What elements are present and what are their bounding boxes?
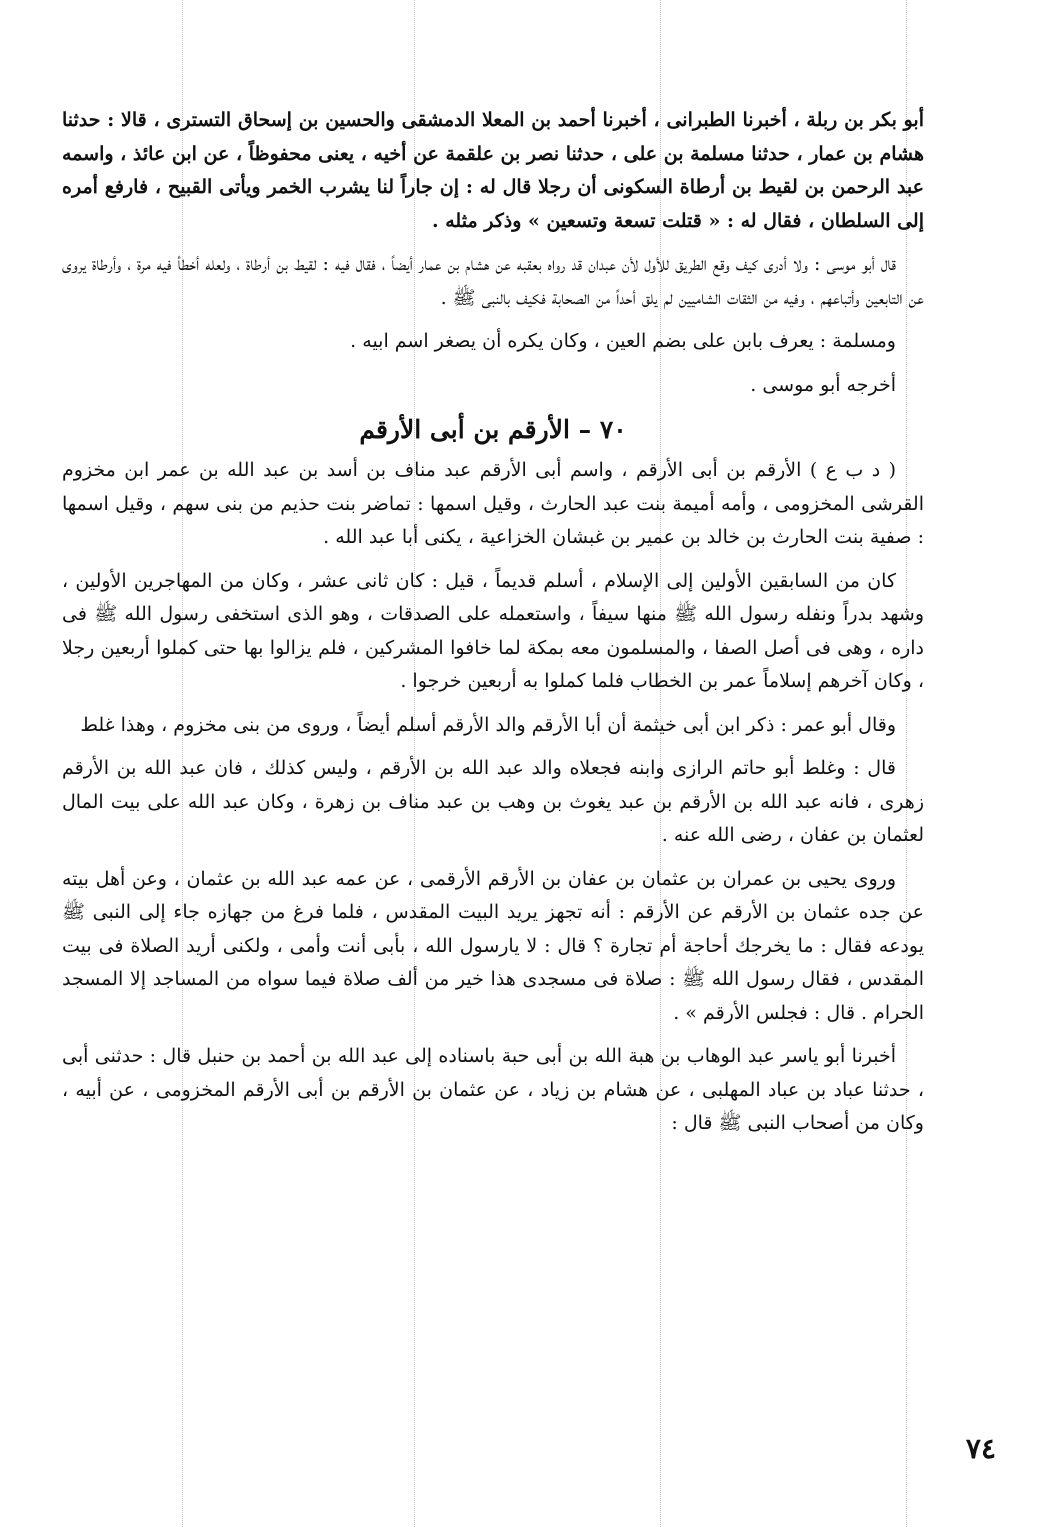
- paragraph-isnad-ahmad: أخبرنا أبو ياسر عبد الوهاب بن هبة الله بن أبى حبة باسناده إلى عبد الله بن أحمد بن حنبل قال : حدثنى أبى ، حدثنا عباد بن عباد المهلبى ، عن هشام بن زياد ، عن عثمان بن الأرقم بن أبى الأرقم المخزومى ، عن أبيه ، وكان من أصحاب النبى ﷺ قال :: [62, 1045, 924, 1134]
- entry-heading: ٧٠ – الأرقم بن أبى الأرقم: [359, 415, 627, 444]
- page-number: ٧٤: [965, 1432, 996, 1465]
- paragraph-maslama-note: ومسلمة : يعرف بابن على بضم العين ، وكان يكره أن يصغر اسم ابيه .: [350, 330, 896, 352]
- book-page: [62, 104, 924, 1504]
- paragraph-abu-umar: وقال أبو عمر : ذكر ابن أبى خيثمة أن أبا الأرقم والد الأرقم أسلم أيضاً ، وروى من بنى مخزوم ، وهذا غلط: [80, 713, 896, 736]
- paragraph-takhrij: أخرجه أبو موسى .: [750, 373, 896, 396]
- paragraph-lineage: ( د ب ع ) الأرقم بن أبى الأرقم ، واسم أبى الأرقم عبد مناف بن أسد بن عبد الله بن عمر ابن مخزوم القرشى المخزومى ، وأمه أميمة بنت عبد الحارث ، وقيل اسمها : تماضر بنت حذيم من بنى سهم ، وقيل اسمها : صفية بنت الحارث بن خالد بن عمير بن غبشان الخزاعية ، يكنى أبا عبد الله .: [62, 459, 924, 548]
- paragraph-abu-musa-comment: قال أبو موسى : ولا أدرى كيف وقع الطريق للأول لأن عبدان قد رواه بعقبه عن هشام بن عمار أيضاً ، فقال فيه : لقيط بن أرطاة ، ولعله أخطأ فيه مرة ، وأرطاة يروى عن التابعين وأتباعهم ، وفيه من الثقات الشاميين لم يلق أحداً من الصحابة فكيف بالنبى ﷺ .: [62, 253, 924, 309]
- paragraph-early-islam: كان من السابقين الأولين إلى الإسلام ، أسلم قديماً ، قيل : كان ثانى عشر ، وكان من المهاجرين الأولين ، وشهد بدراً ونفله رسول الله ﷺ منها سيفاً ، واستعمله على الصدقات ، وهو الذى استخفى رسول الله ﷺ فى داره ، وهى فى أصل الصفا ، والمسلمون معه بمكة لما خافوا المشركين ، فلم يزالوا بها حتى كملوا أربعين رجلا ، وكان آخرهم إسلاماً عمر بن الخطاب فلما كملوا به أربعين خرجوا .: [62, 569, 924, 692]
- paragraph-correction: قال : وغلط أبو حاتم الرازى وابنه فجعلاه والد عبد الله بن الأرقم ، وليس كذلك ، فان عبد الله بن الأرقم زهرى ، فانه عبد الله بن الأرقم بن عبد يغوث بن وهب بن عبد مناف بن زهرة ، وكان عبد الله على بيت المال لعثمان بن عفان ، رضى الله عنه .: [62, 757, 924, 846]
- paragraph-isnad: أبو بكر بن ربلة ، أخبرنا الطبرانى ، أخبرنا أحمد بن المعلا الدمشقى والحسين بن إسحاق التسترى ، قالا : حدثنا هشام بن عمار ، حدثنا مسلمة بن على ، حدثنا نصر بن علقمة عن أخيه ، يعنى محفوظاً ، عن ابن عائذ ، واسمه عبد الرحمن بن لقيط بن أرطاة السكونى أن رجلا قال له : إن جاراً لنا يشرب الخمر ويأتى القبيح ، فارفع أمره إلى السلطان ، فقال له : « قتلت تسعة وتسعين » وذكر مثله .: [62, 109, 924, 232]
- paragraph-hadith-jerusalem: وروى يحيى بن عمران بن عثمان بن عفان بن الأرقم الأرقمى ، عن عمه عبد الله بن عثمان ، وعن أهل بيته عن جده عثمان بن الأرقم عن الأرقم : أنه تجهز يريد البيت المقدس ، فلما فرغ من جهازه جاء إلى النبى ﷺ يودعه فقال : ما يخرجك أحاجة أم تجارة ؟ قال : لا يارسول الله ، بأبى أنت وأمى ، ولكنى أريد الصلاة فى بيت المقدس ، فقال رسول الله ﷺ : صلاة فى مسجدى هذا خير من ألف صلاة فيما سواه من المساجد إلا المسجد الحرام . قال : فجلس الأرقم » .: [62, 867, 924, 1024]
